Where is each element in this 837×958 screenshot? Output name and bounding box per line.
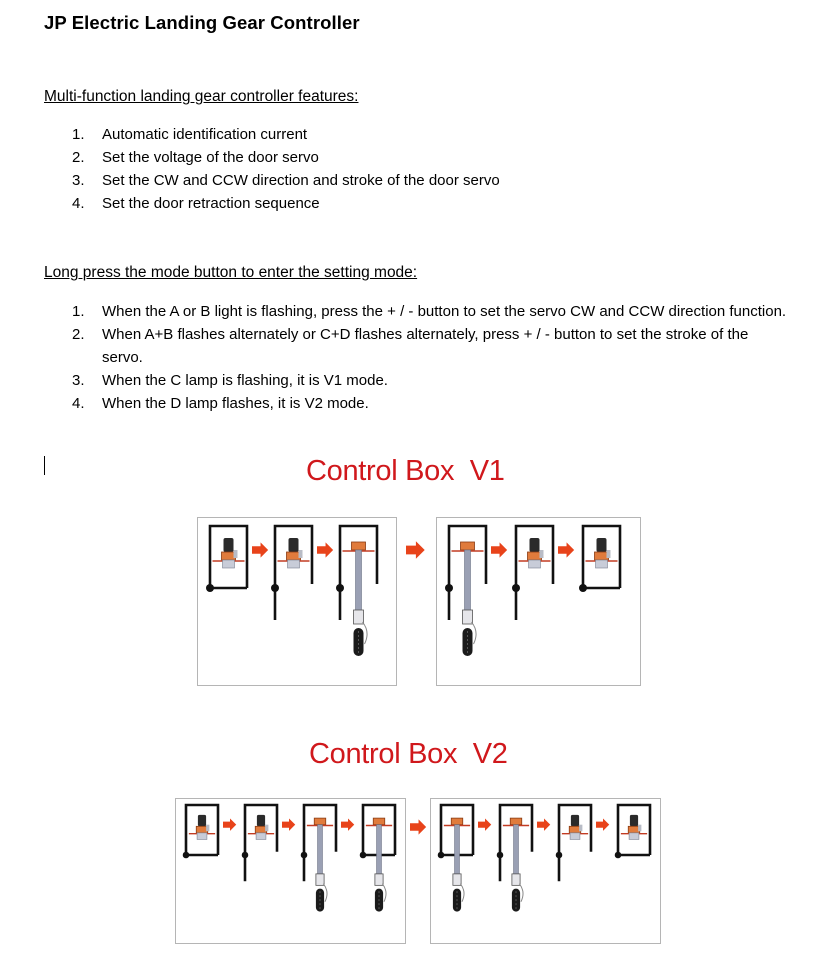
gear-bay-stage	[556, 805, 591, 881]
servo-side	[299, 550, 303, 558]
mount-bracket	[595, 552, 609, 560]
landing-gear-retracted	[248, 815, 274, 840]
servo-body	[529, 560, 541, 568]
landing-gear-retracted	[586, 538, 618, 568]
sequence-diagram	[198, 518, 396, 685]
sequence-arrow-icon	[537, 818, 550, 830]
sequence-diagram	[437, 518, 640, 685]
list-number: 1.	[72, 303, 85, 320]
mount-bracket	[255, 826, 266, 833]
motor-icon	[530, 538, 540, 552]
sequence-arrow-icon	[282, 818, 295, 830]
list-text: Automatic identification current	[102, 126, 308, 143]
servo-side	[265, 825, 268, 832]
sequence-arrow-icon	[317, 542, 333, 557]
mount-bracket	[451, 818, 462, 825]
setting-mode-list	[72, 300, 792, 415]
oleo-knee	[375, 874, 383, 885]
list-number: 3.	[72, 372, 85, 389]
door-hinge	[301, 852, 308, 859]
v1-extend-sequence-panel	[197, 517, 397, 686]
between-panels-arrow	[406, 817, 430, 837]
mount-bracket	[314, 818, 325, 825]
list-item	[72, 192, 500, 215]
gear-bay-stage	[438, 805, 473, 912]
text-cursor[interactable]	[44, 456, 45, 475]
gear-bay-stage	[271, 526, 312, 620]
servo-side	[234, 550, 238, 558]
sequence-arrow-icon	[402, 540, 430, 560]
servo-body	[197, 833, 207, 840]
mount-bracket	[628, 826, 639, 833]
servo-body	[256, 833, 266, 840]
sequence-arrow-icon	[558, 542, 574, 557]
servo-body	[223, 560, 235, 568]
gear-bay-stage	[242, 805, 277, 881]
gear-bay-stage	[512, 526, 553, 620]
servo-side	[540, 550, 544, 558]
gear-bay-stage	[445, 526, 486, 656]
door-hinge	[615, 852, 622, 859]
list-number: 2.	[72, 149, 85, 166]
setting-mode-heading: Long press the mode button to enter the setting mode:	[44, 264, 418, 281]
list-text: Set the CW and CCW direction and stroke of the door servo	[102, 172, 500, 189]
landing-gear-retracted	[213, 538, 245, 568]
door-hinge	[445, 584, 453, 592]
list-item	[72, 123, 500, 146]
motor-icon	[289, 538, 299, 552]
servo-side	[206, 825, 209, 832]
features-heading: Multi-function landing gear controller features:	[44, 88, 359, 105]
sequence-arrow-icon	[596, 818, 609, 830]
strut	[465, 550, 471, 612]
gear-bay-stage	[206, 526, 247, 592]
servo-body	[288, 560, 300, 568]
sequence-arrow-icon	[491, 542, 507, 557]
landing-gear-retracted	[519, 538, 551, 568]
sequence-arrow-icon	[406, 541, 425, 559]
servo-side	[638, 825, 641, 832]
between-panels-arrow	[402, 540, 430, 560]
landing-gear-extended	[343, 542, 375, 656]
servo-body	[570, 833, 580, 840]
door-hinge	[271, 584, 279, 592]
landing-gear-extended	[366, 818, 392, 911]
mount-bracket	[196, 826, 207, 833]
document-title: JP Electric Landing Gear Controller	[44, 12, 360, 33]
list-text: Set the voltage of the door servo	[102, 149, 319, 166]
servo-body	[596, 560, 608, 568]
oleo-knee	[354, 610, 364, 624]
control-box-v2-title: Control Box V2	[309, 738, 508, 770]
servo-side	[579, 825, 582, 832]
mount-bracket	[287, 552, 301, 560]
gear-bay-stage	[360, 805, 395, 912]
mount-bracket	[510, 818, 521, 825]
door-hinge	[497, 852, 504, 859]
list-text: When the D lamp flashes, it is V2 mode.	[102, 395, 369, 412]
oleo-knee	[453, 874, 461, 885]
gear-bay-stage	[615, 805, 650, 858]
v1-retract-sequence-panel	[436, 517, 641, 686]
list-item	[72, 392, 792, 415]
oleo-knee	[512, 874, 520, 885]
sequence-arrow-icon	[252, 542, 268, 557]
list-text: When the A or B light is flashing, press the + / - button to set the servo CW and CCW direction function.	[102, 303, 787, 320]
motor-icon	[630, 815, 638, 826]
motor-icon	[224, 538, 234, 552]
strut	[377, 825, 382, 876]
door-hinge	[206, 584, 214, 592]
door-hinge	[556, 852, 563, 859]
gear-bay-stage	[579, 526, 620, 592]
door-hinge	[360, 852, 367, 859]
list-item	[72, 169, 500, 192]
landing-gear-extended	[444, 818, 470, 911]
list-text: Set the door retraction sequence	[102, 195, 320, 212]
list-item	[72, 300, 792, 323]
v2-retract-sequence-panel	[430, 798, 661, 944]
sequence-diagram	[431, 799, 660, 943]
mount-bracket	[373, 818, 384, 825]
mount-bracket	[352, 542, 366, 550]
v2-extend-sequence-panel	[175, 798, 406, 944]
control-box-v1-title: Control Box V1	[306, 455, 505, 487]
landing-gear-retracted	[189, 815, 215, 840]
sequence-arrow-icon	[410, 819, 426, 834]
features-list	[72, 123, 500, 215]
landing-gear-extended	[503, 818, 529, 911]
sequence-diagram	[176, 799, 405, 943]
door-hinge	[579, 584, 587, 592]
gear-bay-stage	[183, 805, 218, 858]
list-text: When A+B flashes alternately or C+D flashes alternately, press + / - button to set the stroke of the servo.	[102, 326, 749, 366]
list-number: 4.	[72, 395, 85, 412]
landing-gear-retracted	[621, 815, 647, 840]
list-number: 1.	[72, 126, 85, 143]
door-hinge	[438, 852, 445, 859]
strut	[455, 825, 460, 876]
sequence-arrow-icon	[406, 817, 430, 837]
door-hinge	[512, 584, 520, 592]
oleo-knee	[316, 874, 324, 885]
gear-bay-stage	[497, 805, 532, 912]
landing-gear-extended	[452, 542, 484, 656]
landing-gear-extended	[307, 818, 333, 911]
motor-icon	[597, 538, 607, 552]
list-number: 3.	[72, 172, 85, 189]
list-number: 4.	[72, 195, 85, 212]
gear-bay-stage	[336, 526, 377, 656]
list-text: When the C lamp is flashing, it is V1 mode.	[102, 372, 388, 389]
strut	[514, 825, 519, 876]
landing-gear-retracted	[278, 538, 310, 568]
motor-icon	[198, 815, 206, 826]
gear-bay-stage	[301, 805, 336, 912]
mount-bracket	[569, 826, 580, 833]
list-number: 2.	[72, 326, 85, 343]
list-item	[72, 146, 500, 169]
strut	[356, 550, 362, 612]
oleo-knee	[463, 610, 473, 624]
list-item	[72, 323, 792, 369]
list-item	[72, 369, 792, 392]
sequence-arrow-icon	[478, 818, 491, 830]
door-hinge	[242, 852, 249, 859]
sequence-arrow-icon	[341, 818, 354, 830]
mount-bracket	[528, 552, 542, 560]
door-hinge	[336, 584, 344, 592]
strut	[318, 825, 323, 876]
motor-icon	[571, 815, 579, 826]
landing-gear-retracted	[562, 815, 588, 840]
servo-side	[607, 550, 611, 558]
mount-bracket	[222, 552, 236, 560]
motor-icon	[257, 815, 265, 826]
sequence-arrow-icon	[223, 818, 236, 830]
door-hinge	[183, 852, 190, 859]
servo-body	[629, 833, 639, 840]
mount-bracket	[461, 542, 475, 550]
